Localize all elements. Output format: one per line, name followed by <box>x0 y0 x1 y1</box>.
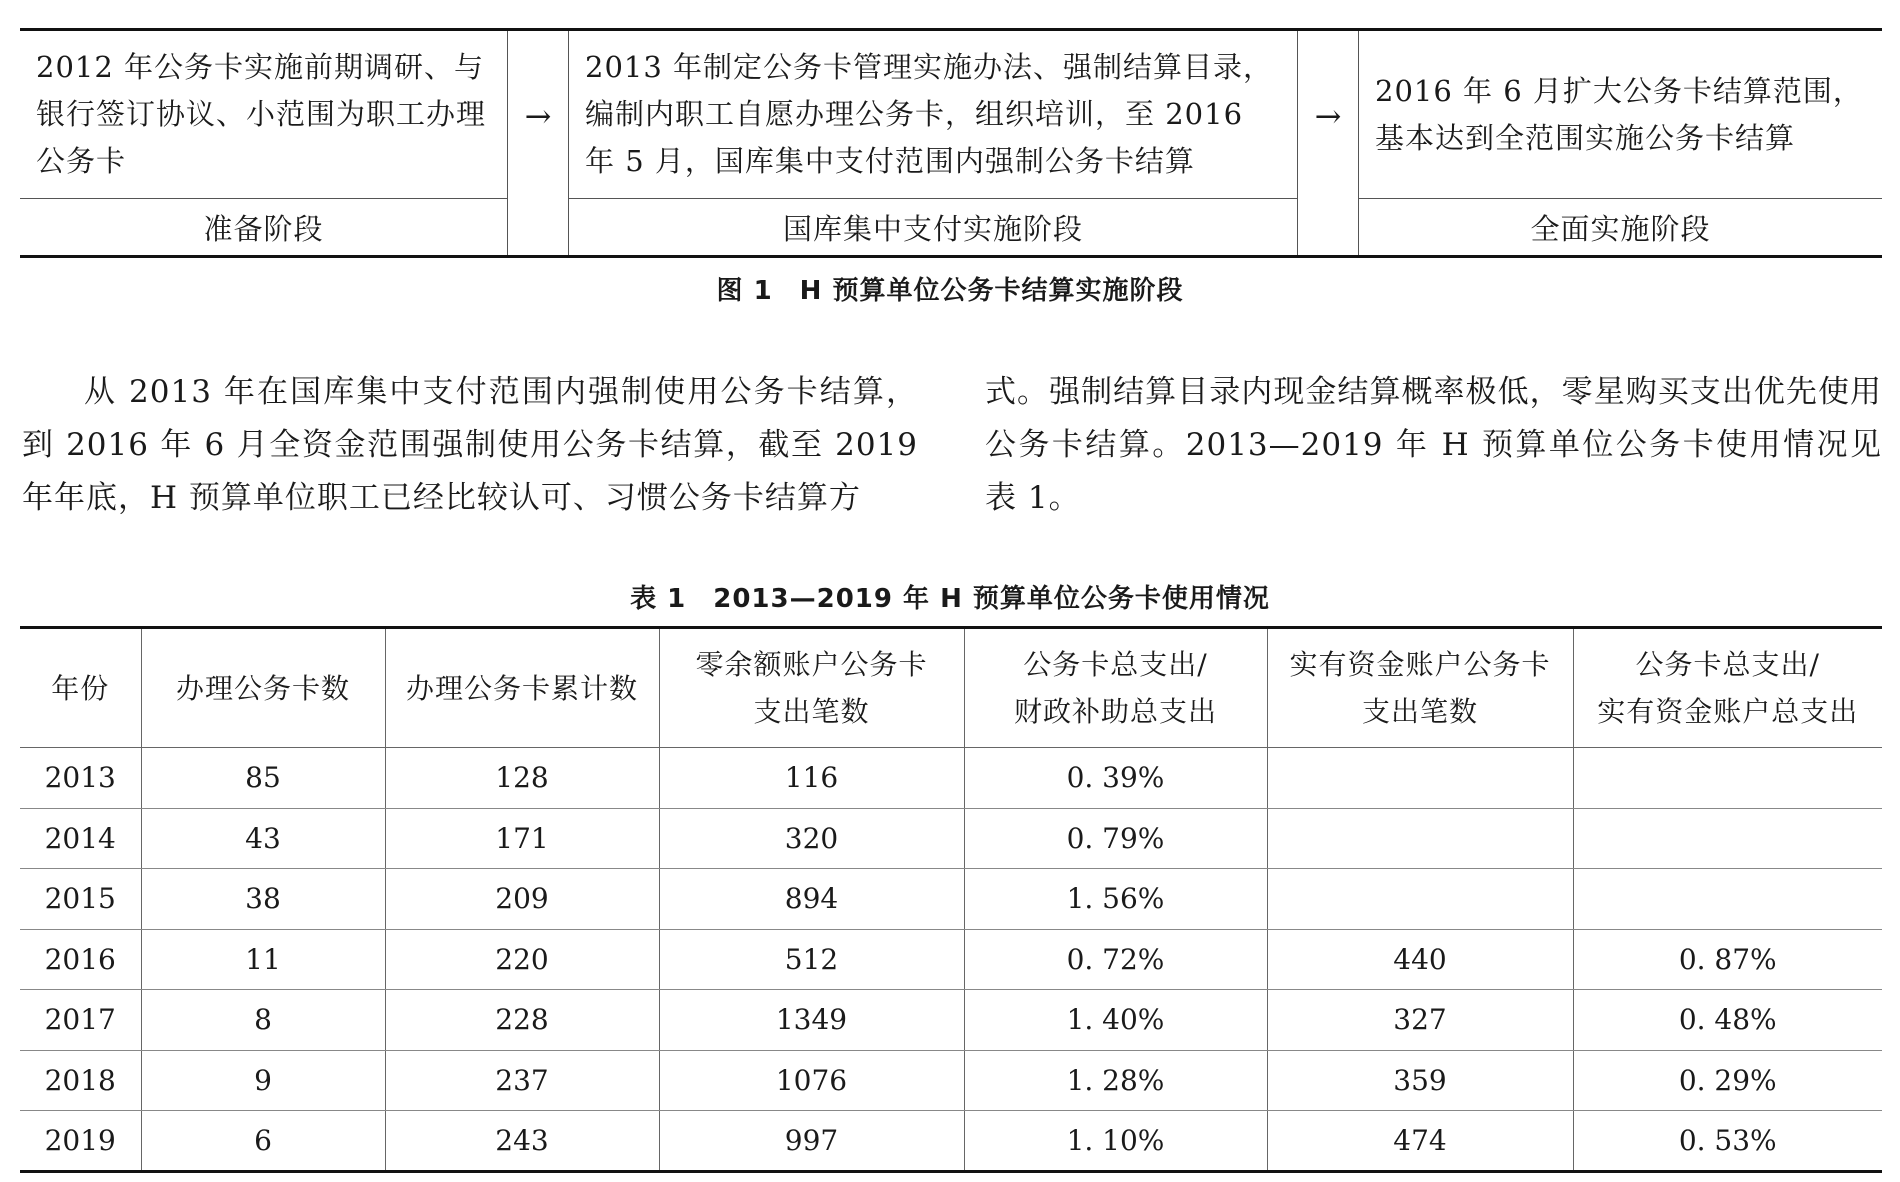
table-cell: 997 <box>659 1111 964 1172</box>
column-header-line: 实有资金账户总支出 <box>1597 695 1859 728</box>
stage-name: 国库集中支付实施阶段 <box>782 211 1083 246</box>
table-cell <box>1267 808 1573 869</box>
table-cell: 220 <box>385 929 659 990</box>
table-cell: 6 <box>141 1111 385 1172</box>
table-cell: 0. 39% <box>964 748 1267 809</box>
column-header-line: 办理公务卡数 <box>175 671 350 705</box>
column-header-line: 零余额账户公务卡 <box>695 648 928 681</box>
table-cell: 237 <box>385 1050 659 1111</box>
table-cell: 171 <box>385 808 659 869</box>
table-row <box>20 748 1882 809</box>
column-header <box>20 628 141 748</box>
table-caption: 表 1 2013—2019 年 H 预算单位公务卡使用情况 <box>630 584 1270 614</box>
table-row <box>20 808 1882 869</box>
table-row <box>20 869 1882 930</box>
table-row <box>20 1050 1882 1111</box>
table-cell: 43 <box>141 808 385 869</box>
column-header-line: 财政补助总支出 <box>1013 695 1217 728</box>
table-cell: 243 <box>385 1111 659 1172</box>
column-header <box>385 628 659 748</box>
body-paragraph-left: 从 2013 年在国库集中支付范围内强制使用公务卡结算，到 2016 年 6 月全资金范围强制使用公务卡结算，截至 2019 年年底，H 预算单位职工已经比较认可、习惯公务卡结算方 <box>22 374 918 516</box>
table-row <box>20 990 1882 1051</box>
table-cell: 474 <box>1267 1111 1573 1172</box>
table-cell: 2019 <box>20 1111 141 1172</box>
stage-flow-diagram <box>20 28 1882 258</box>
body-paragraph-right: 式。强制结算目录内现金结算概率极低，零星购买支出优先使用公务卡结算。2013—2019 年 H 预算单位公务卡使用情况见表 1。 <box>985 374 1882 516</box>
column-header-line: 年份 <box>51 671 110 705</box>
table-cell: 0. 72% <box>964 929 1267 990</box>
column-header-line: 支出笔数 <box>1361 695 1478 728</box>
table-cell <box>1573 748 1882 809</box>
table-cell: 1. 10% <box>964 1111 1267 1172</box>
table-row <box>20 929 1882 990</box>
table-header-row <box>20 628 1882 748</box>
stage-name: 准备阶段 <box>203 211 324 246</box>
column-header <box>659 628 964 748</box>
figure-caption: 图 1 H 预算单位公务卡结算实施阶段 <box>716 276 1184 306</box>
table-cell: 359 <box>1267 1050 1573 1111</box>
table-cell: 2013 <box>20 748 141 809</box>
table-cell: 8 <box>141 990 385 1051</box>
table-cell <box>1573 869 1882 930</box>
table-cell: 0. 53% <box>1573 1111 1882 1172</box>
table-cell: 894 <box>659 869 964 930</box>
table-cell: 9 <box>141 1050 385 1111</box>
table-cell: 2017 <box>20 990 141 1051</box>
column-header <box>141 628 385 748</box>
table-cell <box>1573 808 1882 869</box>
table-cell: 2016 <box>20 929 141 990</box>
table-cell: 2014 <box>20 808 141 869</box>
table-cell: 1. 28% <box>964 1050 1267 1111</box>
table-cell: 0. 29% <box>1573 1050 1882 1111</box>
stage-name: 全面实施阶段 <box>1530 211 1711 246</box>
stage-description: 2013 年制定公务卡管理实施办法、强制结算目录，编制内职工自愿办理公务卡，组织培训，至 2016 年 5 月，国库集中支付范围内强制公务卡结算 <box>569 31 1297 199</box>
right-arrow-icon: → <box>524 97 552 135</box>
table-cell: 116 <box>659 748 964 809</box>
column-header-line: 公务卡总支出/ <box>1635 648 1820 681</box>
column-header-line: 支出笔数 <box>753 695 870 728</box>
table-cell <box>1267 869 1573 930</box>
table-row <box>20 1111 1882 1172</box>
stage-preparation <box>20 31 508 255</box>
table-cell: 2018 <box>20 1050 141 1111</box>
table-cell: 512 <box>659 929 964 990</box>
table-cell: 38 <box>141 869 385 930</box>
right-arrow-icon: → <box>1314 97 1342 135</box>
stage-description: 2012 年公务卡实施前期调研、与银行签订协议、小范围为职工办理公务卡 <box>20 31 507 199</box>
column-header-line: 公务卡总支出/ <box>1023 648 1208 681</box>
table-cell: 85 <box>141 748 385 809</box>
table-cell: 209 <box>385 869 659 930</box>
table-cell: 2015 <box>20 869 141 930</box>
table-cell <box>1267 748 1573 809</box>
table-cell: 1349 <box>659 990 964 1051</box>
table-cell: 11 <box>141 929 385 990</box>
table-cell: 228 <box>385 990 659 1051</box>
stage-description: 2016 年 6 月扩大公务卡结算范围，基本达到全范围实施公务卡结算 <box>1359 31 1882 199</box>
column-header-line: 实有资金账户公务卡 <box>1289 648 1551 681</box>
column-header-line: 办理公务卡累计数 <box>405 671 638 705</box>
table-cell: 320 <box>659 808 964 869</box>
column-header <box>1267 628 1573 748</box>
column-header <box>1573 628 1882 748</box>
table-cell: 440 <box>1267 929 1573 990</box>
card-usage-table <box>20 626 1882 1173</box>
table-body <box>20 748 1882 1172</box>
table-cell: 128 <box>385 748 659 809</box>
stage-treasury-payment <box>568 31 1298 255</box>
table-cell: 0. 48% <box>1573 990 1882 1051</box>
table-cell: 1. 56% <box>964 869 1267 930</box>
column-header <box>964 628 1267 748</box>
table-cell: 327 <box>1267 990 1573 1051</box>
stage-full-implementation <box>1358 31 1882 255</box>
table-cell: 0. 79% <box>964 808 1267 869</box>
table-cell: 1076 <box>659 1050 964 1111</box>
table-cell: 1. 40% <box>964 990 1267 1051</box>
table-cell: 0. 87% <box>1573 929 1882 990</box>
